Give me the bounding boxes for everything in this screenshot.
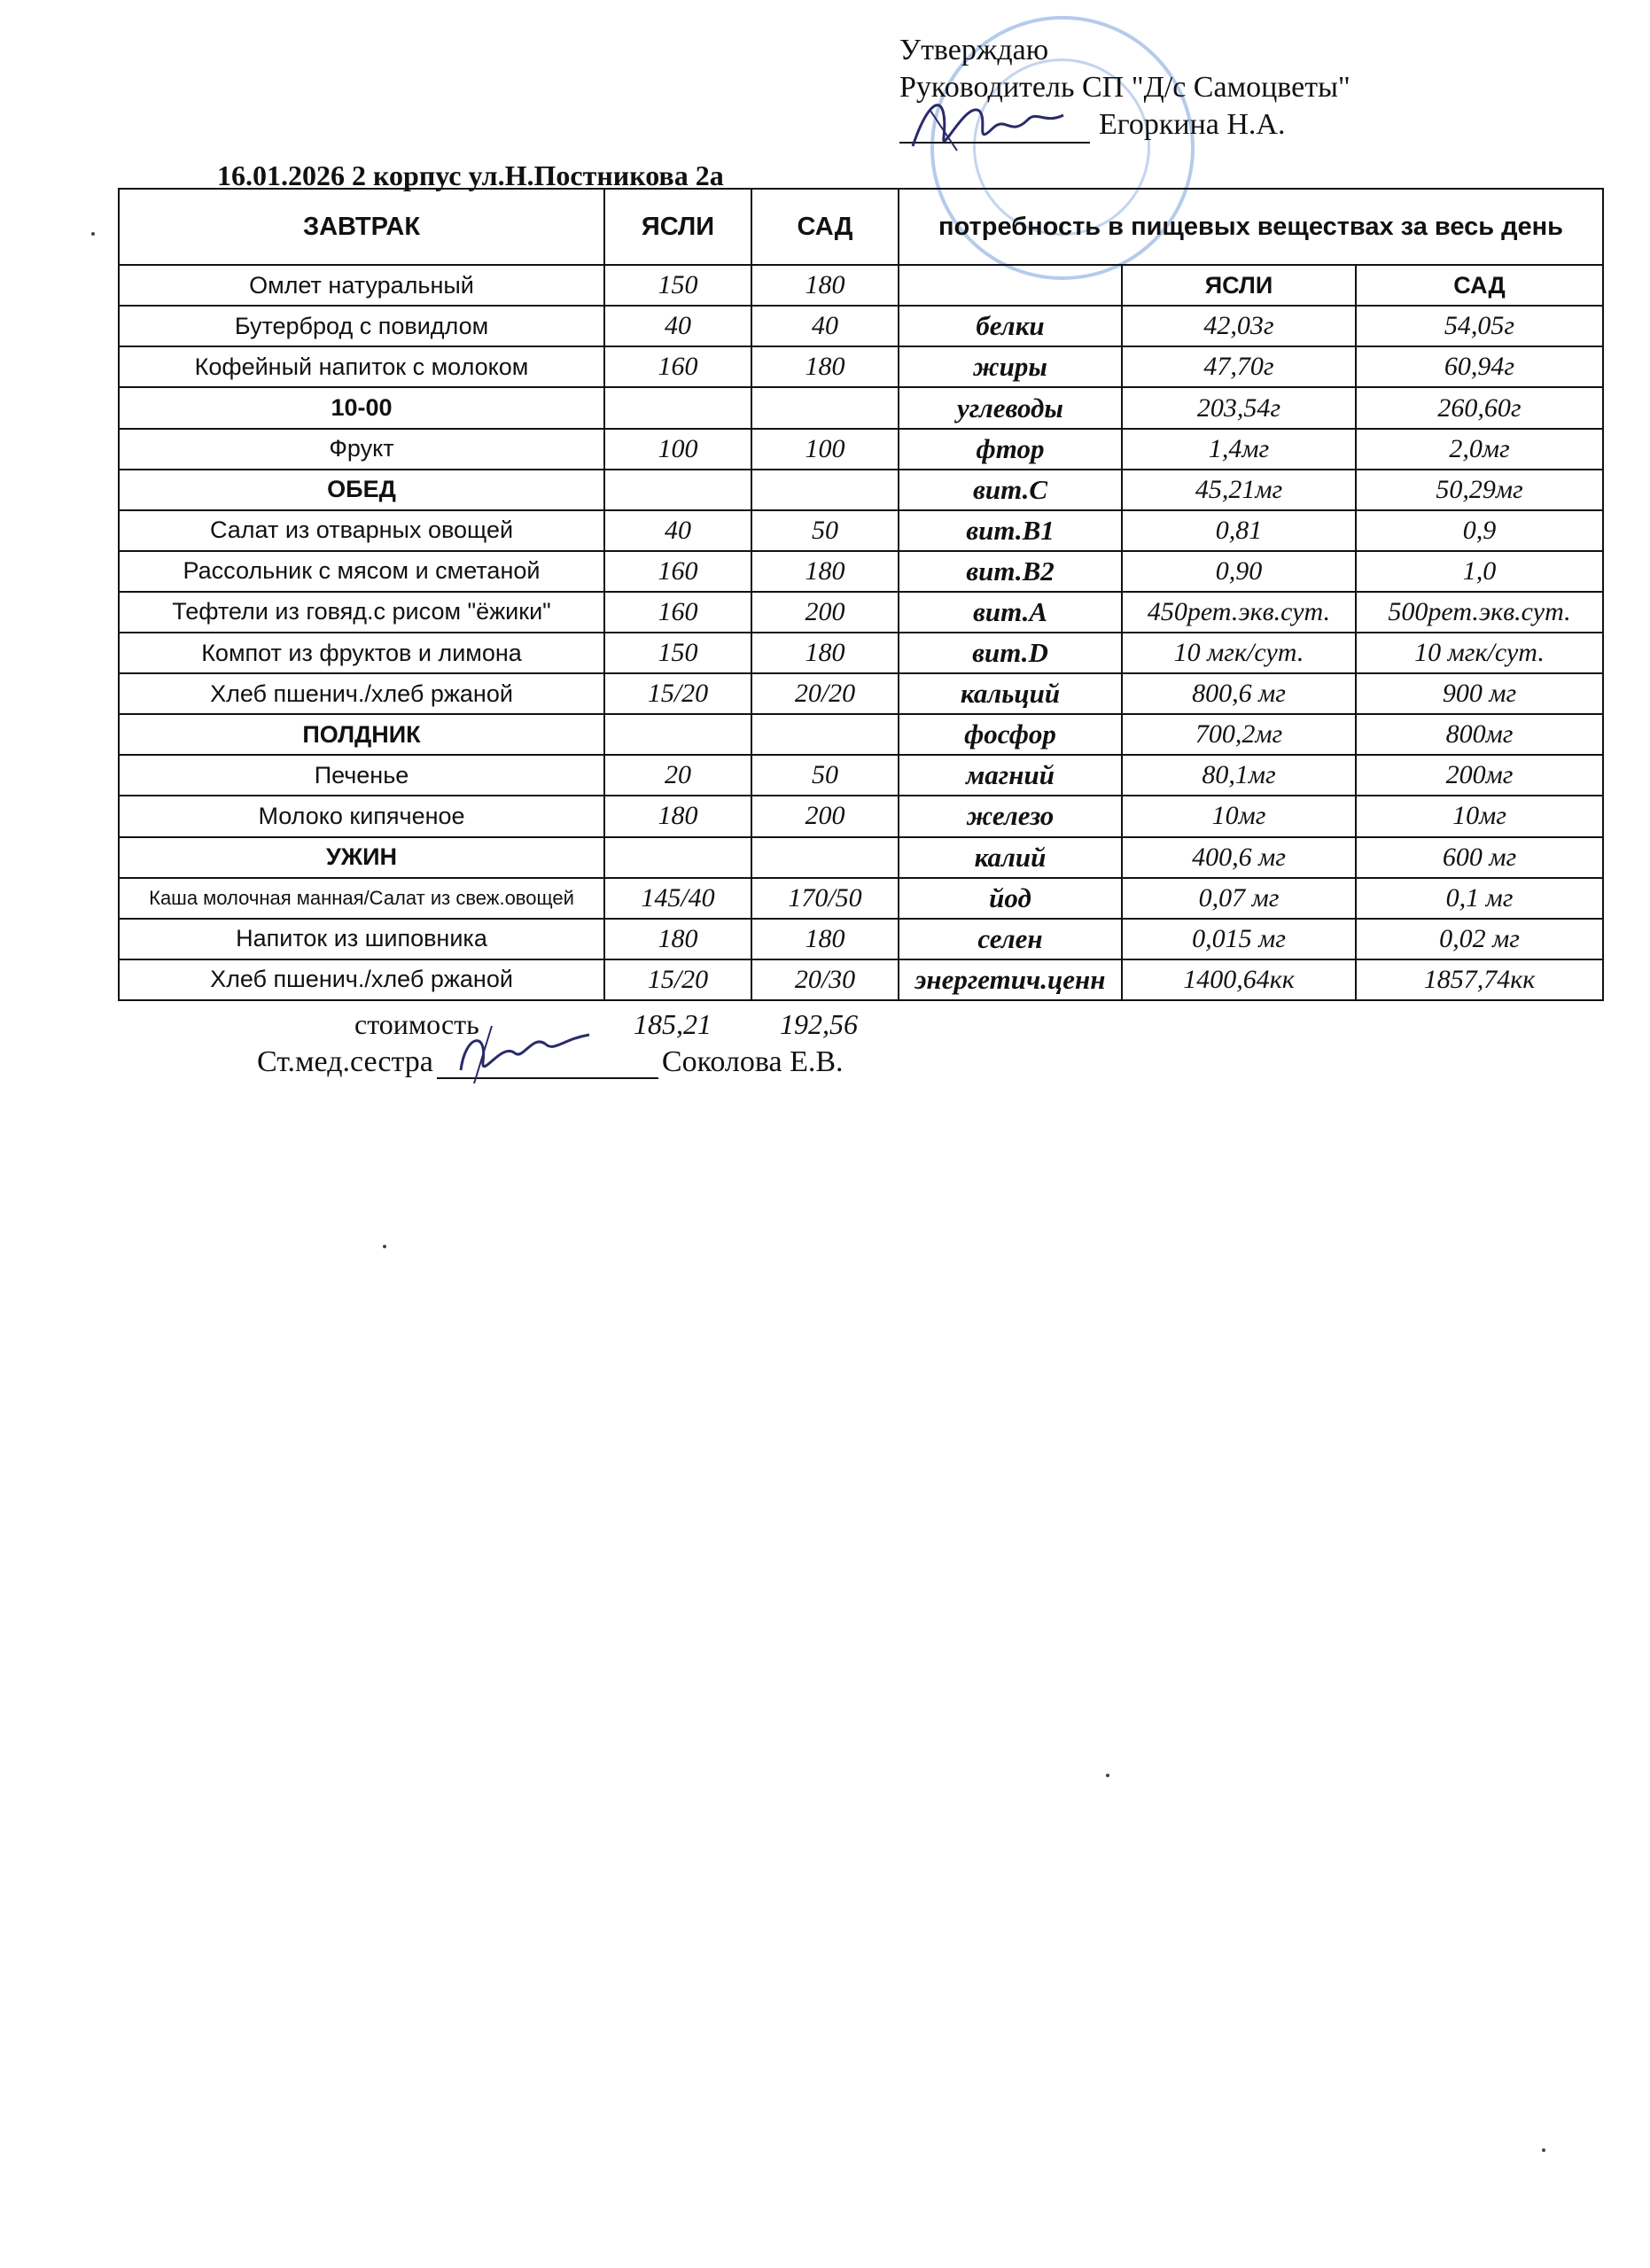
approval-name: Егоркина Н.А.	[1099, 108, 1286, 141]
nutrient-name: вит.С	[899, 470, 1122, 510]
nutrient-name: вит.В1	[899, 510, 1122, 551]
table-header-row	[119, 189, 1603, 265]
nursery-portion: 145/40	[604, 878, 751, 919]
nutrient-name: фосфор	[899, 714, 1122, 755]
table-row	[119, 878, 1603, 919]
dish-name: Хлеб пшенич./хлеб ржаной	[119, 959, 604, 1000]
nutrient-nursery: 47,70г	[1122, 346, 1356, 387]
kindergarten-portion	[751, 714, 899, 755]
nursery-portion: 180	[604, 919, 751, 959]
dish-name: Молоко кипяченое	[119, 796, 604, 836]
header-needs: потребность в пищевых веществах за весь день	[899, 189, 1603, 265]
dish-name: Фрукт	[119, 429, 604, 470]
nutrient-nursery: 10мг	[1122, 796, 1356, 836]
approval-position: Руководитель СП "Д/с Самоцветы"	[899, 71, 1350, 104]
nursery-portion: 100	[604, 429, 751, 470]
nutrient-kindergarten: САД	[1356, 265, 1603, 306]
kindergarten-portion: 200	[751, 796, 899, 836]
nutrient-kindergarten: 260,60г	[1356, 387, 1603, 428]
nutrient-name: вит.А	[899, 592, 1122, 633]
header-nursery: ЯСЛИ	[604, 189, 751, 265]
nutrient-name: йод	[899, 878, 1122, 919]
nutrient-kindergarten: 0,9	[1356, 510, 1603, 551]
nutrient-name: белки	[899, 306, 1122, 346]
kindergarten-portion	[751, 837, 899, 878]
nutrient-name: жиры	[899, 346, 1122, 387]
kindergarten-portion: 200	[751, 592, 899, 633]
table-row	[119, 796, 1603, 836]
nutrient-nursery: 0,07 мг	[1122, 878, 1356, 919]
table-row	[119, 919, 1603, 959]
nutrient-name: углеводы	[899, 387, 1122, 428]
nutrient-name: селен	[899, 919, 1122, 959]
director-signature	[904, 84, 1072, 164]
nutrient-kindergarten: 10мг	[1356, 796, 1603, 836]
nutrient-kindergarten: 1857,74кк	[1356, 959, 1603, 1000]
nutrient-kindergarten: 2,0мг	[1356, 429, 1603, 470]
nursery-portion: 20	[604, 755, 751, 796]
kindergarten-portion: 180	[751, 346, 899, 387]
table-row	[119, 551, 1603, 592]
nursery-portion: 160	[604, 346, 751, 387]
nursery-portion: 180	[604, 796, 751, 836]
nursery-portion	[604, 470, 751, 510]
kindergarten-portion: 170/50	[751, 878, 899, 919]
nurse-signature	[448, 1017, 598, 1088]
table-row	[119, 714, 1603, 755]
kindergarten-portion: 50	[751, 755, 899, 796]
nutrient-name: магний	[899, 755, 1122, 796]
kindergarten-portion: 50	[751, 510, 899, 551]
kindergarten-portion: 180	[751, 919, 899, 959]
nutrient-nursery: 450рет.экв.сут.	[1122, 592, 1356, 633]
scan-speck	[1542, 2148, 1545, 2152]
nutrient-kindergarten: 800мг	[1356, 714, 1603, 755]
nutrient-kindergarten: 900 мг	[1356, 673, 1603, 714]
nursery-portion: 150	[604, 633, 751, 673]
nutrient-nursery: 1,4мг	[1122, 429, 1356, 470]
nutrient-nursery: 0,015 мг	[1122, 919, 1356, 959]
nutrient-nursery: 42,03г	[1122, 306, 1356, 346]
dish-name: Печенье	[119, 755, 604, 796]
nutrient-nursery: 10 мгк/сут.	[1122, 633, 1356, 673]
table-row	[119, 673, 1603, 714]
table-row	[119, 387, 1603, 428]
section-label: ПОЛДНИК	[119, 714, 604, 755]
dish-name: Напиток из шиповника	[119, 919, 604, 959]
nutrient-kindergarten: 10 мгк/сут.	[1356, 633, 1603, 673]
nutrient-nursery: 45,21мг	[1122, 470, 1356, 510]
dish-name: Компот из фруктов и лимона	[119, 633, 604, 673]
cost-nursery: 185,21	[634, 1008, 712, 1040]
nutrient-nursery: 400,6 мг	[1122, 837, 1356, 878]
nutrient-name: вит.В2	[899, 551, 1122, 592]
kindergarten-portion: 40	[751, 306, 899, 346]
nutrient-kindergarten: 600 мг	[1356, 837, 1603, 878]
dish-name: Кофейный напиток с молоком	[119, 346, 604, 387]
nursery-portion: 160	[604, 551, 751, 592]
kindergarten-portion: 180	[751, 551, 899, 592]
nurse-name: Соколова Е.В.	[661, 1045, 844, 1078]
table-row	[119, 265, 1603, 306]
scan-speck	[1106, 1774, 1109, 1777]
table-row	[119, 429, 1603, 470]
nutrient-kindergarten: 0,02 мг	[1356, 919, 1603, 959]
table-row	[119, 510, 1603, 551]
approval-title: Утверждаю	[899, 34, 1049, 66]
header-kindergarten: САД	[751, 189, 899, 265]
nutrient-name: кальций	[899, 673, 1122, 714]
table-row	[119, 633, 1603, 673]
nursery-portion: 15/20	[604, 673, 751, 714]
nutrient-name: калий	[899, 837, 1122, 878]
nutrient-kindergarten: 500рет.экв.сут.	[1356, 592, 1603, 633]
dish-name: Каша молочная манная/Салат из свеж.овощей	[119, 878, 604, 919]
table-row	[119, 755, 1603, 796]
table-row	[119, 306, 1603, 346]
document-title: 16.01.2026 2 корпус ул.Н.Постникова 2а	[217, 159, 724, 191]
kindergarten-portion	[751, 387, 899, 428]
table-row	[119, 470, 1603, 510]
section-label: 10-00	[119, 387, 604, 428]
menu-table	[118, 188, 1604, 1001]
nutrient-nursery: 800,6 мг	[1122, 673, 1356, 714]
dish-name: Хлеб пшенич./хлеб ржаной	[119, 673, 604, 714]
nutrient-kindergarten: 50,29мг	[1356, 470, 1603, 510]
table-row	[119, 346, 1603, 387]
nutrient-kindergarten: 60,94г	[1356, 346, 1603, 387]
nutrient-nursery: 0,90	[1122, 551, 1356, 592]
nutrient-name	[899, 265, 1122, 306]
scan-speck	[91, 232, 95, 236]
nursery-portion: 160	[604, 592, 751, 633]
kindergarten-portion: 20/30	[751, 959, 899, 1000]
nutrient-nursery: 700,2мг	[1122, 714, 1356, 755]
nutrient-nursery: 0,81	[1122, 510, 1356, 551]
nutrient-kindergarten: 1,0	[1356, 551, 1603, 592]
nutrient-kindergarten: 0,1 мг	[1356, 878, 1603, 919]
table-row	[119, 592, 1603, 633]
dish-name: Омлет натуральный	[119, 265, 604, 306]
header-meal: ЗАВТРАК	[119, 189, 604, 265]
kindergarten-portion: 180	[751, 265, 899, 306]
table-row	[119, 959, 1603, 1000]
kindergarten-portion: 180	[751, 633, 899, 673]
kindergarten-portion: 100	[751, 429, 899, 470]
table-row	[119, 837, 1603, 878]
section-label: УЖИН	[119, 837, 604, 878]
nurse-label: Ст.мед.сестра	[257, 1045, 433, 1078]
dish-name: Рассольник с мясом и сметаной	[119, 551, 604, 592]
nursery-portion	[604, 714, 751, 755]
nutrient-nursery: 80,1мг	[1122, 755, 1356, 796]
nursery-portion: 40	[604, 510, 751, 551]
dish-name: Тефтели из говяд.с рисом "ёжики"	[119, 592, 604, 633]
dish-name: Бутерброд с повидлом	[119, 306, 604, 346]
nutrient-name: железо	[899, 796, 1122, 836]
nutrient-nursery: ЯСЛИ	[1122, 265, 1356, 306]
nutrient-kindergarten: 200мг	[1356, 755, 1603, 796]
cost-kindergarten: 192,56	[780, 1008, 858, 1040]
nursery-portion: 150	[604, 265, 751, 306]
nutrient-name: фтор	[899, 429, 1122, 470]
dish-name: Салат из отварных овощей	[119, 510, 604, 551]
section-label: ОБЕД	[119, 470, 604, 510]
kindergarten-portion: 20/20	[751, 673, 899, 714]
nursery-portion: 40	[604, 306, 751, 346]
nutrient-kindergarten: 54,05г	[1356, 306, 1603, 346]
nutrient-name: энергетич.ценн	[899, 959, 1122, 1000]
nursery-portion: 15/20	[604, 959, 751, 1000]
nutrient-nursery: 1400,64кк	[1122, 959, 1356, 1000]
nutrient-nursery: 203,54г	[1122, 387, 1356, 428]
nursery-portion	[604, 387, 751, 428]
nutrient-name: вит.D	[899, 633, 1122, 673]
cost-label: стоимость	[354, 1008, 479, 1040]
scan-speck	[383, 1245, 386, 1248]
nursery-portion	[604, 837, 751, 878]
kindergarten-portion	[751, 470, 899, 510]
